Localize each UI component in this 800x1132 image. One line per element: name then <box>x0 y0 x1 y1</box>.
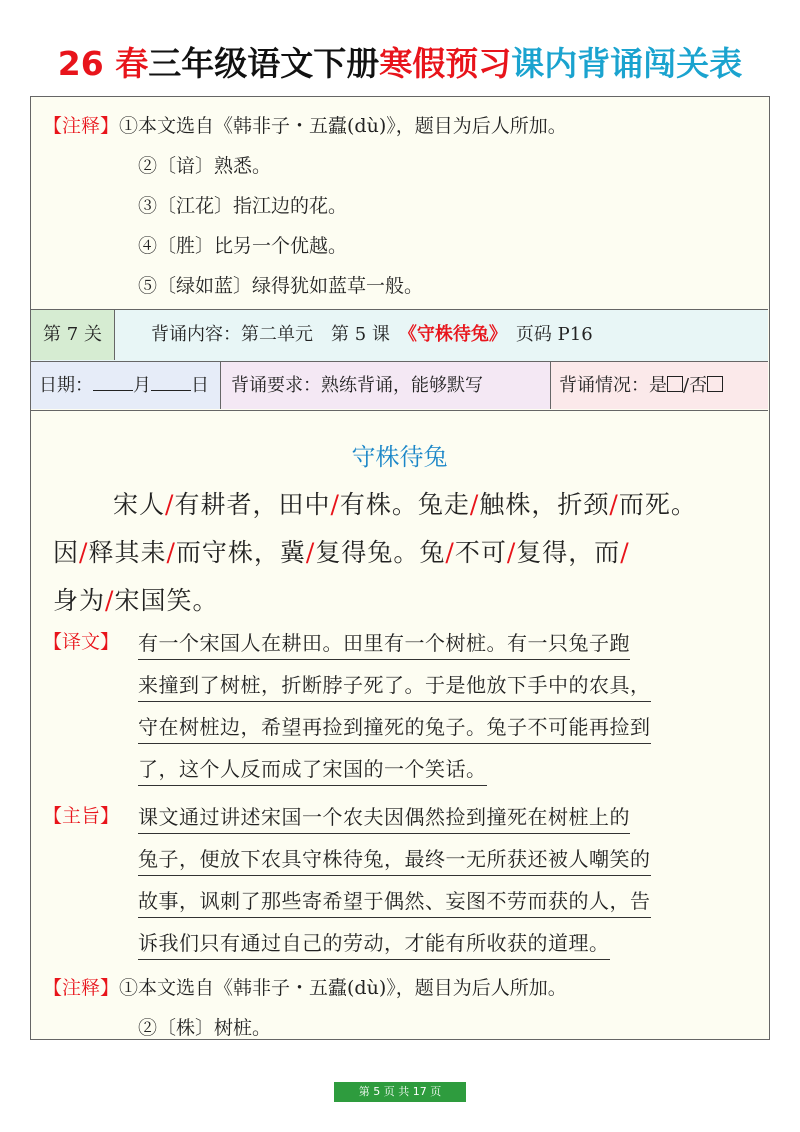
bottom-note-1: 【注释】①本文选自《韩非子・五蠹(dù)》，题目为后人所加。 <box>43 977 567 999</box>
text-title: 守株待兔 <box>351 443 448 471</box>
top-note-1: 【注释】①本文选自《韩非子・五蠹(dù)》，题目为后人所加。 <box>43 115 567 137</box>
lesson-number: 第 7 关 <box>31 310 115 360</box>
yes-checkbox[interactable] <box>667 376 683 392</box>
theme-line-1: 课文通过讲述宋国一个农夫因偶然捡到撞死在树桩上的 <box>138 801 630 834</box>
theme-line-2: 兔子，便放下农具守株待兔，最终一无所获还被人嘲笑的 <box>138 843 651 876</box>
top-note-3: ③〔江花〕指江边的花。 <box>138 195 348 217</box>
title-table: 课内背诵闯关表 <box>511 44 743 83</box>
date-row <box>31 362 768 411</box>
bottom-note-2: ②〔株〕树桩。 <box>138 1017 272 1039</box>
text-line-3: 身为/宋国笑。 <box>53 586 219 615</box>
theme-tag: 【主旨】 <box>43 805 120 827</box>
lesson-content: 背诵内容：第二单元 第 5 课 《守株待兔》 页码 P16 <box>151 324 593 345</box>
top-note-4: ④〔胜〕比另一个优越。 <box>138 235 348 257</box>
translation-line-1: 有一个宋国人在耕田。田里有一个树桩。有一只兔子跑 <box>138 627 630 660</box>
date-cell: 日期： 月 日 <box>31 362 221 409</box>
title-year: 26 春 <box>57 44 149 83</box>
translation-line-2: 来撞到了树桩，折断脖子死了。于是他放下手中的农具， <box>138 669 651 702</box>
title-holiday: 寒假预习 <box>379 44 512 83</box>
theme-line-3: 故事，讽刺了那些寄希望于偶然、妄图不劳而获的人，告 <box>138 885 651 918</box>
text-line-1: 宋人/有耕者，田中/有株。兔走/触株，折颈/而死。 <box>113 490 697 519</box>
translation-line-3: 守在树桩边，希望再捡到撞死的兔子。兔子不可能再捡到 <box>138 711 651 744</box>
page-footer: 第 5 页 共 17 页 <box>334 1082 466 1102</box>
text-line-2: 因/释其耒/而守株，冀/复得兔。兔/不可/复得，而/ <box>53 538 630 567</box>
top-notes <box>31 97 768 309</box>
theme-line-4: 诉我们只有通过自己的劳动，才能有所收获的道理。 <box>138 927 610 960</box>
requirement-cell: 背诵要求：熟练背诵，能够默写 <box>221 362 551 409</box>
translation-tag: 【译文】 <box>43 631 120 653</box>
translation-line-4: 了，这个人反而成了宋国的一个笑话。 <box>138 753 487 786</box>
lesson-row <box>31 309 768 362</box>
top-note-2: ②〔谙〕熟悉。 <box>138 155 272 177</box>
status-cell: 背诵情况：是 /否 <box>551 362 768 409</box>
top-note-5: ⑤〔绿如蓝〕绿得犹如蓝草一般。 <box>138 275 424 297</box>
lesson-page: 页码 P16 <box>497 324 593 345</box>
page-title <box>0 38 800 85</box>
lesson-title: 《守株待兔》 <box>407 324 498 345</box>
month-blank[interactable] <box>93 372 133 391</box>
no-checkbox[interactable] <box>707 376 723 392</box>
day-blank[interactable] <box>151 372 191 391</box>
title-grade: 三年级语文下册 <box>148 44 380 83</box>
recitation-table <box>30 96 770 1040</box>
